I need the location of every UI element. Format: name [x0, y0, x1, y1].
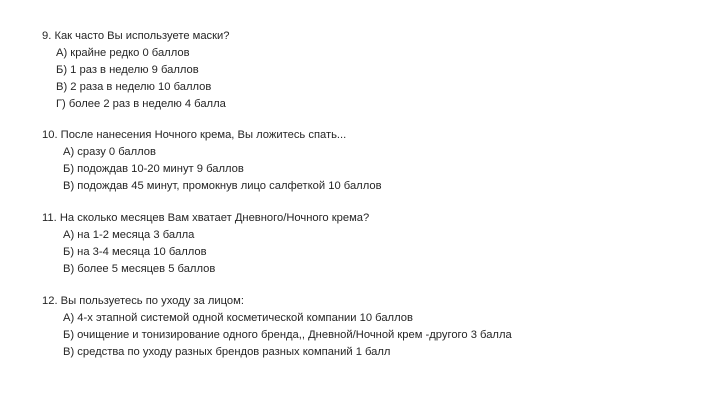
question-12-option-b: Б) очищение и тонизирование одного бренда,, Дневной/Ночной крем -другого 3 балла	[63, 329, 512, 341]
question-11-title: 11. На сколько месяцев Вам хватает Дневного/Ночного крема?	[42, 212, 370, 224]
question-11-option-a: А) на 1-2 месяца 3 балла	[63, 229, 195, 241]
question-10-option-a: А) сразу 0 баллов	[63, 146, 156, 158]
question-9-option-c: В) 2 раза в неделю 10 баллов	[56, 81, 212, 93]
question-9-option-a: А) крайне редко 0 баллов	[56, 47, 190, 59]
question-12-title: 12. Вы пользуетесь по уходу за лицом:	[42, 295, 244, 307]
question-11-option-b: Б) на 3-4 месяца 10 баллов	[63, 246, 207, 258]
question-9-option-b: Б) 1 раз в неделю 9 баллов	[56, 64, 199, 76]
question-10-option-b: Б) подождав 10-20 минут 9 баллов	[63, 163, 244, 175]
question-12-option-c: В) средства по уходу разных брендов разных компаний 1 балл	[63, 346, 391, 358]
question-10-option-c: В) подождав 45 минут, промокнув лицо салфеткой 10 баллов	[63, 180, 382, 192]
question-11-option-c: В) более 5 месяцев 5 баллов	[63, 263, 216, 275]
question-9-option-d: Г) более 2 раз в неделю 4 балла	[56, 98, 226, 110]
question-10-title: 10. После нанесения Ночного крема, Вы ложитесь спать...	[42, 129, 347, 141]
question-9-title: 9. Как часто Вы используете маски?	[42, 30, 230, 42]
question-12-option-a: А) 4-х этапной системой одной косметической компании 10 баллов	[63, 312, 413, 324]
